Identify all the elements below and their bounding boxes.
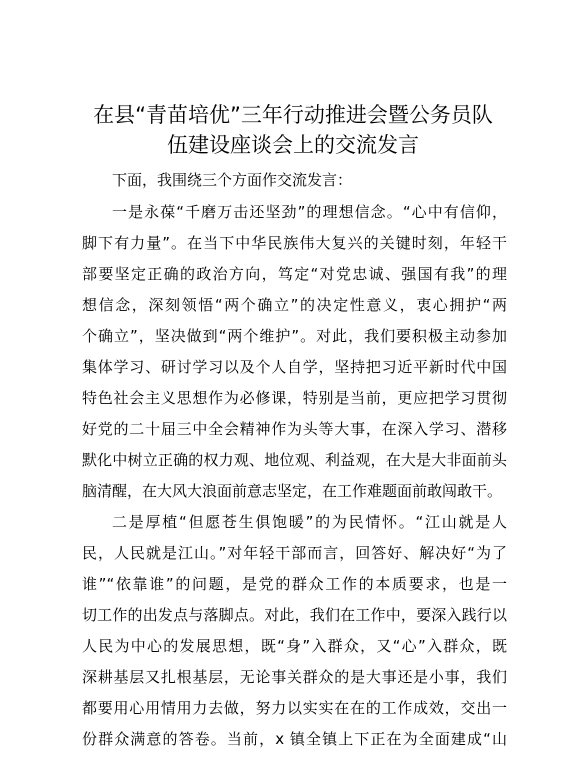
- paragraph-2-line: 份群众满意的答卷。当前，x 镇全镇上下正在为全面建成“山: [82, 730, 507, 748]
- paragraph-1-line: 特色社会主义思想作为必修课，特别是当前，更应把学习贯彻: [82, 389, 507, 407]
- document-title-line-2: 伍建设座谈会上的交流发言: [167, 133, 419, 157]
- paragraph-2-line: 人民为中心的发展思想，既“身”入群众，又“心”入群众，既: [82, 637, 507, 655]
- paragraph-1-line: 脚下有力量”。在当下中华民族伟大复兴的关键时刻，年轻干: [82, 234, 507, 252]
- paragraph-2-line: 切工作的出发点与落脚点。对此，我们在工作中，要深入践行以: [82, 606, 507, 624]
- paragraph-1-line: 默化中树立正确的权力观、地位观、利益观，在大是大非面前头: [82, 451, 507, 469]
- paragraph-2-line: 都要用心用情用力去做，努力以实实在在的工作成效，交出一: [82, 699, 507, 717]
- intro-line: 下面，我围绕三个方面作交流发言：: [112, 171, 353, 189]
- paragraph-1-line: 一是永葆“千磨万击还坚劲”的理想信念。“心中有信仰，: [112, 203, 507, 221]
- paragraph-1-line: 想信念，深刻领悟“两个确立”的决定性意义，衷心拥护“两: [82, 296, 507, 314]
- paragraph-2-line: 深耕基层又扎根基层，无论事关群众的是大事还是小事，我们: [82, 668, 507, 686]
- paragraph-1-line: 脑清醒，在大风大浪面前意志坚定，在工作难题面前敢闯敢干。: [82, 482, 503, 500]
- paragraph-2-line: 谁”“依靠谁”的问题，是党的群众工作的本质要求，也是一: [82, 575, 507, 593]
- paragraph-1-line: 好党的二十届三中全会精神作为头等大事，在深入学习、潜移: [82, 420, 507, 438]
- paragraph-1-line: 部要坚定正确的政治方向，笃定“对党忠诚、强国有我”的理: [82, 265, 507, 283]
- document-title-line-1: 在县“青苗培优”三年行动推进会暨公务员队: [93, 103, 493, 127]
- paragraph-2-line: 民，人民就是江山。”对年轻干部而言，回答好、解决好“为了: [82, 544, 507, 562]
- paragraph-1-line: 个确立”，坚决做到“两个维护”。对此，我们要积极主动参加: [82, 327, 507, 345]
- paragraph-1-line: 集体学习、研讨学习以及个人自学，坚持把习近平新时代中国: [82, 358, 507, 376]
- paragraph-2-line: 二是厚植“但愿苍生俱饱暖”的为民情怀。“江山就是人: [112, 513, 507, 531]
